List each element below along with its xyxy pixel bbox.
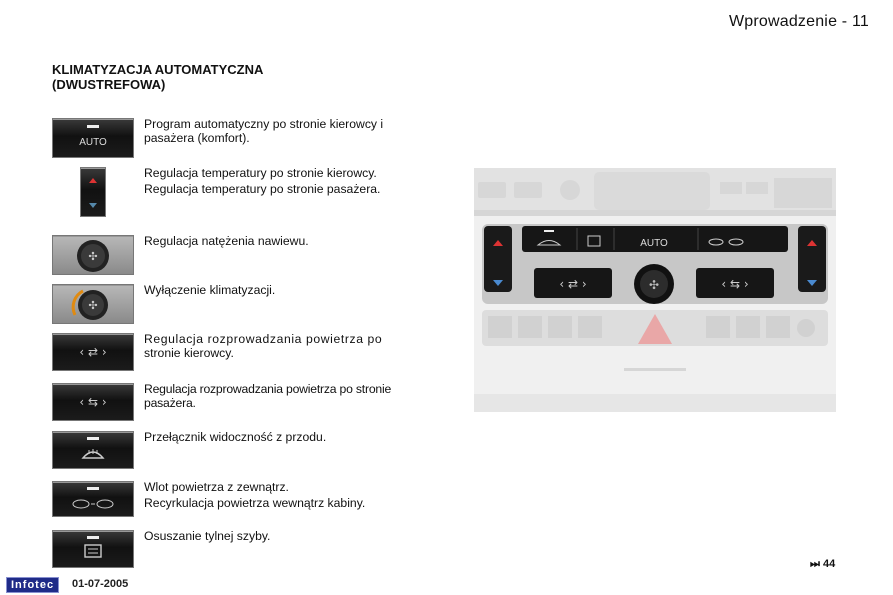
item-auto-line1: Program automatyczny po stronie kierowcy i: [144, 117, 384, 131]
item-auto-line2: pasażera (komfort).: [144, 130, 250, 145]
air-distribution-passenger-icon: [52, 383, 134, 421]
footer-brand-logo: Infotec: [6, 577, 59, 593]
item-air-passenger-line1: Regulacja rozprowadzania powietrza po stronie: [144, 382, 392, 396]
fan-knob-off-icon: [52, 284, 134, 324]
footer-date: 01-07-2005: [72, 578, 129, 590]
item-auto-desc: [144, 118, 429, 145]
air-distribution-driver-icon: [52, 333, 134, 371]
item-rear-desc: [144, 530, 429, 544]
item-windscreen-desc: [144, 431, 429, 445]
section-title-line2: (DWUSTREFOWA): [52, 77, 166, 92]
item-rear-line1: Osuszanie tylnej szyby.: [144, 529, 271, 543]
fan-knob-icon: [52, 235, 134, 275]
section-title-line1: KLIMATYZACJA AUTOMATYCZNA: [52, 62, 264, 77]
section-title: [52, 62, 372, 92]
page-ref-number: 44: [822, 558, 836, 570]
svg-text:‹ ⇄ ›: ‹ ⇄ ›: [79, 345, 107, 359]
item-off-line1: Wyłączenie klimatyzacji.: [144, 283, 276, 297]
rear-demist-icon: [52, 530, 134, 568]
item-fan-line1: Regulacja natężenia nawiewu.: [144, 234, 309, 248]
svg-text:‹ ⇄ ›: ‹ ⇄ ›: [559, 277, 587, 291]
air-recirculation-icon: [52, 481, 134, 517]
page-reference[interactable]: [810, 558, 835, 571]
item-temp-line2: Regulacja temperatury po stronie pasażera.: [144, 181, 381, 196]
item-recirc-line2: Recyrkulacja powietrza wewnątrz kabiny.: [144, 495, 366, 510]
svg-text:✣: ✣: [648, 278, 660, 292]
skip-forward-icon: ⏭: [810, 558, 820, 570]
temperature-rocker-icon: [80, 167, 106, 217]
item-recirc-desc: [144, 481, 429, 510]
svg-text:✣: ✣: [88, 299, 98, 312]
item-air-passenger-line2: pasażera.: [144, 395, 196, 410]
item-air-driver-line1: Regulacja rozprowadzania powietrza po: [144, 332, 383, 346]
svg-text:✣: ✣: [88, 250, 98, 263]
item-fan-desc: [144, 235, 429, 249]
svg-text:‹ ⇆ ›: ‹ ⇆ ›: [721, 277, 749, 291]
item-windscreen-line1: Przełącznik widoczność z przodu.: [144, 430, 327, 444]
item-off-desc: [144, 284, 429, 298]
item-recirc-line1: Wlot powietrza z zewnątrz.: [144, 480, 289, 494]
item-air-driver-line2: stronie kierowcy.: [144, 345, 234, 360]
item-air-driver-desc: [144, 333, 429, 360]
figure-auto-label: AUTO: [640, 238, 668, 249]
page-header-title: Wprowadzenie - 11: [728, 13, 869, 30]
climate-panel-figure: [474, 168, 836, 412]
item-air-passenger-desc: [144, 383, 429, 410]
item-temp-line1: Regulacja temperatury po stronie kierowcy.: [144, 166, 377, 180]
item-temp-desc: [144, 167, 429, 196]
svg-text:‹ ⇆ ›: ‹ ⇆ ›: [79, 395, 107, 409]
auto-button-icon: [52, 118, 134, 158]
front-demist-icon: [52, 431, 134, 469]
auto-button-label: AUTO: [79, 137, 107, 148]
